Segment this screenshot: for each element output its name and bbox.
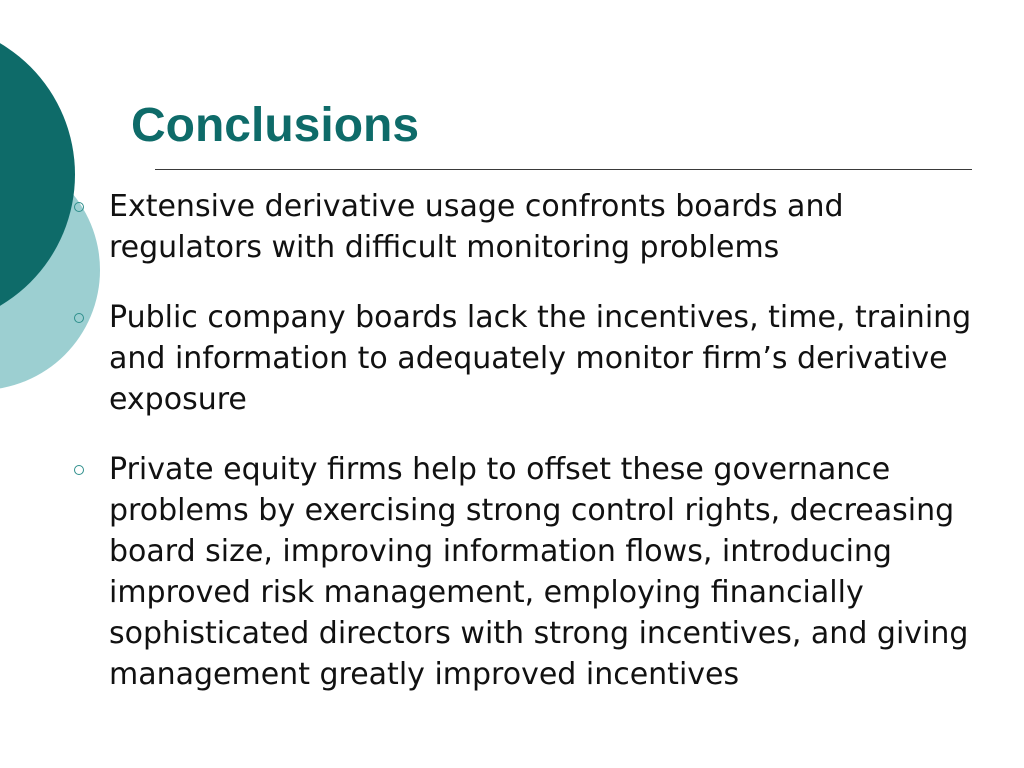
bullet-text: Public company boards lack the incentives, time, training and information to adequately monitor firm’s derivative exposure	[109, 300, 972, 417]
title-divider	[155, 169, 972, 170]
hollow-circle-bullet-icon	[74, 313, 84, 323]
slide-title: Conclusions	[131, 99, 420, 152]
bullet-item	[70, 186, 990, 268]
bullet-item	[70, 449, 990, 695]
bullet-list	[70, 186, 990, 724]
bullet-text: Private equity firms help to offset these governance problems by exercising strong control rights, decreasing board size, improving information flows, introducing improved risk management, employing financially sophisticated directors with strong incentives, and giving management greatly improved incentives	[109, 452, 969, 692]
hollow-circle-bullet-icon	[74, 202, 84, 212]
bullet-item	[70, 297, 990, 420]
bullet-text: Extensive derivative usage confronts boards and regulators with difficult monitoring problems	[109, 189, 844, 265]
hollow-circle-bullet-icon	[74, 465, 84, 475]
